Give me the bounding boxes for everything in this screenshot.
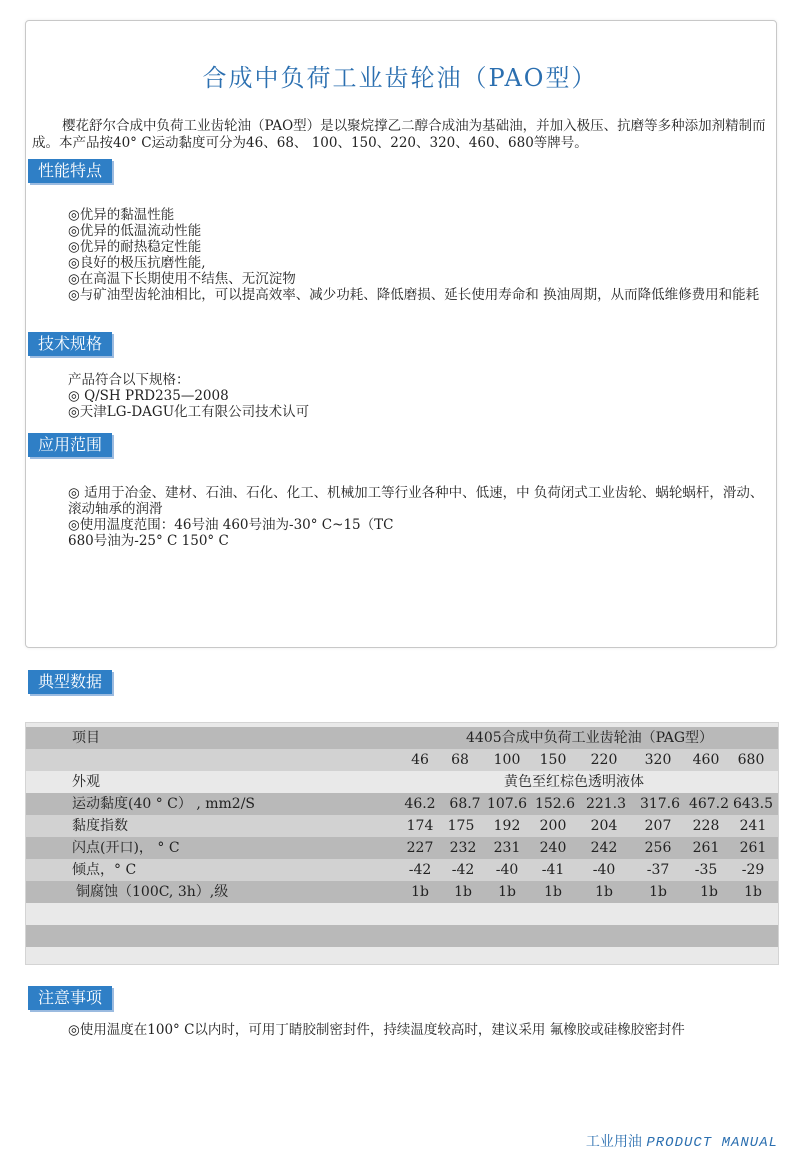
grade-cell: 320 bbox=[644, 752, 672, 768]
item-header: 项目 bbox=[72, 730, 100, 746]
value-cell: 241 bbox=[739, 818, 767, 834]
intro-paragraph: 樱花舒尔合成中负荷工业齿轮油（PAO型）是以聚烷撑乙二醇合成油为基础油，并加入极压、抗磨等多种添加剂精制而成。本产品按40° C运动黏度可分为46、68、 100、150、220、320、460、680等牌号。 bbox=[32, 118, 766, 151]
appearance-value: 黄色至红棕色透明液体 bbox=[504, 774, 644, 790]
list-item: ◎优异的耐热稳定性能 bbox=[68, 239, 202, 255]
table-row bbox=[26, 815, 778, 837]
list-item: ◎良好的极压抗磨性能, bbox=[68, 255, 206, 271]
value-cell: 643.5 bbox=[732, 796, 774, 812]
section-heading-application: 应用范围 bbox=[28, 433, 112, 457]
value-cell: 221.3 bbox=[585, 796, 627, 812]
value-cell: 200 bbox=[539, 818, 567, 834]
footer-cn: 工业用油 bbox=[585, 1134, 642, 1150]
value-cell: -41 bbox=[541, 862, 565, 878]
list-item: ◎使用温度在100° C以内时，可用丁睛胶制密封件，持续温度较高时，建议采用 氟橡胶或硅橡胶密封件 bbox=[68, 1022, 685, 1038]
value-cell: 227 bbox=[406, 840, 434, 856]
value-cell: 46.2 bbox=[404, 796, 436, 812]
row-label: 闪点(开口)， ° C bbox=[72, 840, 180, 856]
value-cell: 1b bbox=[498, 884, 516, 900]
value-cell: -35 bbox=[694, 862, 718, 878]
row-label: 倾点，° C bbox=[72, 862, 137, 878]
list-item: ◎优异的低温流动性能 bbox=[68, 223, 202, 239]
table-row-empty bbox=[26, 925, 778, 947]
list-item: ◎天津LG-DAGU化工有限公司技术认可 bbox=[68, 404, 310, 420]
section-heading-features: 性能特点 bbox=[28, 159, 112, 183]
section-heading-notes: 注意事项 bbox=[28, 986, 112, 1010]
value-cell: 1b bbox=[649, 884, 667, 900]
value-cell: -42 bbox=[451, 862, 475, 878]
list-item: ◎与矿油型齿轮油相比，可以提高效率、减少功耗、降低磨损、延长使用寿命和 换油周期，从而降低维修费用和能耗 bbox=[68, 287, 760, 303]
section-heading-specs: 技术规格 bbox=[28, 332, 112, 356]
row-label: 黏度指数 bbox=[72, 818, 128, 834]
value-cell: 204 bbox=[590, 818, 618, 834]
grade-cell: 680 bbox=[737, 752, 765, 768]
table-row bbox=[26, 771, 778, 793]
value-cell: 174 bbox=[406, 818, 434, 834]
value-cell: -40 bbox=[495, 862, 519, 878]
notes-list bbox=[68, 1022, 773, 1038]
table-row bbox=[26, 793, 778, 815]
value-cell: 261 bbox=[692, 840, 720, 856]
value-cell: -37 bbox=[646, 862, 670, 878]
list-item: ◎优异的黏温性能 bbox=[68, 207, 175, 223]
features-list bbox=[68, 207, 773, 303]
value-cell: -29 bbox=[741, 862, 765, 878]
value-cell: 1b bbox=[595, 884, 613, 900]
grades-row bbox=[26, 749, 778, 771]
list-item: ◎使用温度范围：46号油 460号油为-30° C~15（TC bbox=[68, 517, 394, 533]
value-cell: 467.2 bbox=[688, 796, 730, 812]
grade-cell: 460 bbox=[692, 752, 720, 768]
value-cell: 1b bbox=[454, 884, 472, 900]
product-header: 4405合成中负荷工业齿轮油（PAG型） bbox=[466, 730, 714, 746]
value-cell: -40 bbox=[592, 862, 616, 878]
list-item: 产品符合以下规格： bbox=[68, 372, 190, 388]
list-item: ◎ 适用于冶金、建材、石油、石化、化工、机械加工等行业各种中、低速，中 负荷闭式工业齿轮、蜗轮蜗杆，滑动、滚动轴承的润滑 bbox=[68, 485, 764, 517]
list-item: ◎在高温下长期使用不结焦、无沉淀物 bbox=[68, 271, 296, 287]
value-cell: 317.6 bbox=[639, 796, 681, 812]
row-label: 铜腐蚀（100C, 3h）,级 bbox=[76, 884, 229, 900]
value-cell: 175 bbox=[447, 818, 475, 834]
application-list bbox=[68, 485, 773, 549]
value-cell: 152.6 bbox=[534, 796, 576, 812]
value-cell: 1b bbox=[544, 884, 562, 900]
value-cell: 240 bbox=[539, 840, 567, 856]
value-cell: 231 bbox=[493, 840, 521, 856]
value-cell: -42 bbox=[408, 862, 432, 878]
value-cell: 256 bbox=[644, 840, 672, 856]
value-cell: 228 bbox=[692, 818, 720, 834]
value-cell: 207 bbox=[644, 818, 672, 834]
table-row-empty bbox=[26, 903, 778, 925]
table-header-row bbox=[26, 727, 778, 749]
grade-cell: 100 bbox=[493, 752, 521, 768]
grade-cell: 220 bbox=[590, 752, 618, 768]
value-cell: 1b bbox=[411, 884, 429, 900]
value-cell: 68.7 bbox=[449, 796, 481, 812]
page-title: 合成中负荷工业齿轮油（PAO型） bbox=[202, 64, 598, 92]
content-card bbox=[25, 20, 777, 648]
value-cell: 107.6 bbox=[486, 796, 528, 812]
value-cell: 192 bbox=[493, 818, 521, 834]
value-cell: 1b bbox=[744, 884, 762, 900]
value-cell: 1b bbox=[700, 884, 718, 900]
value-cell: 261 bbox=[739, 840, 767, 856]
table-row bbox=[26, 881, 778, 903]
specs-list bbox=[68, 372, 773, 420]
section-heading-typical-data: 典型数据 bbox=[28, 670, 112, 694]
grade-cell: 46 bbox=[411, 752, 429, 768]
value-cell: 232 bbox=[449, 840, 477, 856]
list-item: 680号油为-25° C 150° C bbox=[68, 533, 229, 549]
table-row bbox=[26, 837, 778, 859]
grade-cell: 68 bbox=[451, 752, 469, 768]
value-cell: 242 bbox=[590, 840, 618, 856]
grade-cell: 150 bbox=[539, 752, 567, 768]
list-item: ◎ Q/SH PRD235—2008 bbox=[68, 388, 229, 404]
table-row bbox=[26, 859, 778, 881]
footer-en: PRODUCT MANUAL bbox=[646, 1135, 778, 1151]
footer-brand bbox=[586, 1131, 778, 1151]
typical-data-table bbox=[25, 722, 779, 965]
row-label: 外观 bbox=[72, 774, 100, 790]
row-label: 运动黏度(40 ° C） , mm2/S bbox=[72, 796, 256, 812]
